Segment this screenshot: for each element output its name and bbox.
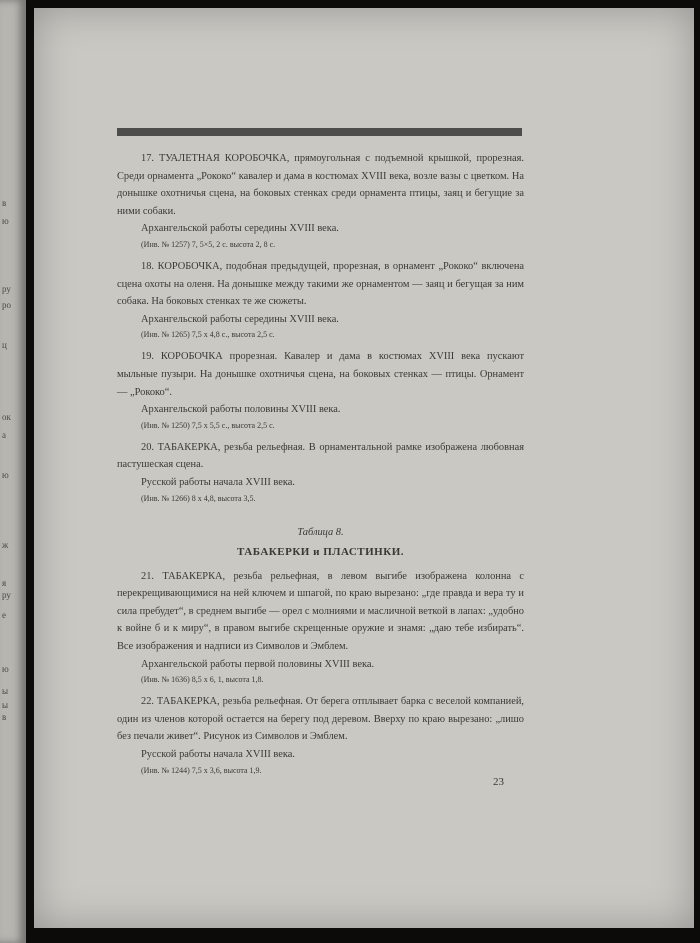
catalog-entry — [117, 568, 524, 688]
prev-page-text: ру — [2, 590, 11, 600]
page-number: 23 — [493, 776, 504, 788]
prev-page-text: ы — [2, 686, 9, 696]
catalog-entry — [117, 258, 524, 342]
prev-page-text: ц — [2, 340, 7, 350]
prev-page-text: е — [2, 610, 6, 620]
entry-inventory: (Инв. № 1257) 7, 5×5, 2 с. высота 2, 8 с. — [141, 239, 276, 249]
entry-origin: Русской работы начала XVIII века. — [141, 749, 295, 761]
catalog-entry — [117, 693, 524, 777]
entry-description: 22. ТАБАКЕРКА, резьба рельефная. От берега отплывает барка с веселой компанией, один из членов которой остается на берегу под деревом. Вверху по краю вырезано: „лишо без печали живет“. Рисунок из Символов и Эмблем. — [117, 696, 524, 743]
entry-description: 18. КОРОБОЧКА, подобная предыдущей, прорезная, в орнамент „Рококо“ включена сцена охоты на оленя. На донышке между такими же орнаментом — заяц и бегущая за ним собака. На боковых стенках те же сюжеты. — [117, 260, 524, 308]
entry-origin: Архангельской работы первой половины XVIII века. — [141, 658, 375, 670]
entry-origin: Архангельской работы середины XVIII века. — [141, 313, 339, 325]
prev-page-text: ок — [2, 412, 11, 422]
prev-page-text: а — [2, 430, 6, 440]
prev-page-text: ро — [2, 300, 11, 310]
prev-page-text: ж — [2, 540, 9, 550]
prev-page-text: я — [2, 578, 7, 588]
entry-inventory: (Инв. № 1636) 8,5 х 6, 1, высота 1,8. — [141, 675, 264, 685]
entry-description: 19. КОРОБОЧКА прорезная. Кавалер и дама в костюмах XVIII века пускают мыльные пузыри. На донышке охотничья сцена, на боковых стенках — птицы. Орнамент — „Рококо“. — [117, 351, 524, 398]
previous-page-edge — [0, 0, 26, 943]
prev-page-text: ю — [2, 470, 9, 480]
prev-page-text: ю — [2, 216, 9, 226]
entry-description: 17. ТУАЛЕТНАЯ КОРОБОЧКА, прямоугольная с подъемной крышкой, прорезная. Среди орнамента „Рококо“ кавалер и дама в костюмах XVIII века, возле вазы с цветком. На донышке охотничья сцена, на боковых стенках среди орнамента птицы, заяц и бегущие за ними собаки. — [117, 153, 524, 217]
entry-origin: Русской работы начала XVIII века. — [141, 476, 295, 488]
entry-origin: Архангельской работы середины XVIII века. — [141, 223, 339, 235]
catalog-entry — [117, 348, 524, 432]
entry-inventory: (Инв. № 1244) 7,5 х 3,6, высота 1,9. — [141, 765, 262, 775]
section-title: ТАБАКЕРКИ и ПЛАСТИНКИ. — [236, 546, 405, 559]
prev-page-text: в — [2, 712, 7, 722]
prev-page-text: ы — [2, 700, 9, 710]
entry-inventory: (Инв. № 1266) 8 х 4,8, высота 3,5. — [141, 493, 256, 503]
prev-page-text: ру — [2, 284, 11, 294]
entry-description: 21. ТАБАКЕРКА, резьба рельефная, в левом выгибе изображена колонна с перекрещивающимися на ней ключем и шпагой, по краю вырезано: „где правда и вера ту и сила пребудет“, в среднем выгибе — орел с молниями и масличной веткой в лапах: „удобно к войне б и к миру“, в правом выгибе скрещенные оружие и знамя: „даю тебе избирать“. Все изображения и надписи из Символов и Эмблем. — [117, 570, 524, 653]
entry-description: 20. ТАБАКЕРКА, резьба рельефная. В орнаментальной рамке изображена любовная пастушеская сцена. — [117, 441, 524, 471]
catalog-entry — [117, 150, 524, 252]
catalog-text — [117, 150, 524, 784]
entry-origin: Архангельской работы половины XVIII века. — [141, 404, 341, 416]
entry-inventory: (Инв. № 1250) 7,5 х 5,5 с., высота 2,5 с. — [141, 420, 275, 430]
catalog-entry — [117, 439, 524, 506]
prev-page-text: ю — [2, 664, 9, 674]
entry-inventory: (Инв. № 1265) 7,5 х 4,8 с., высота 2,5 с. — [141, 330, 275, 340]
header-rule — [117, 128, 522, 136]
table-label: Таблица 8. — [297, 526, 344, 538]
prev-page-text: в — [2, 198, 7, 208]
